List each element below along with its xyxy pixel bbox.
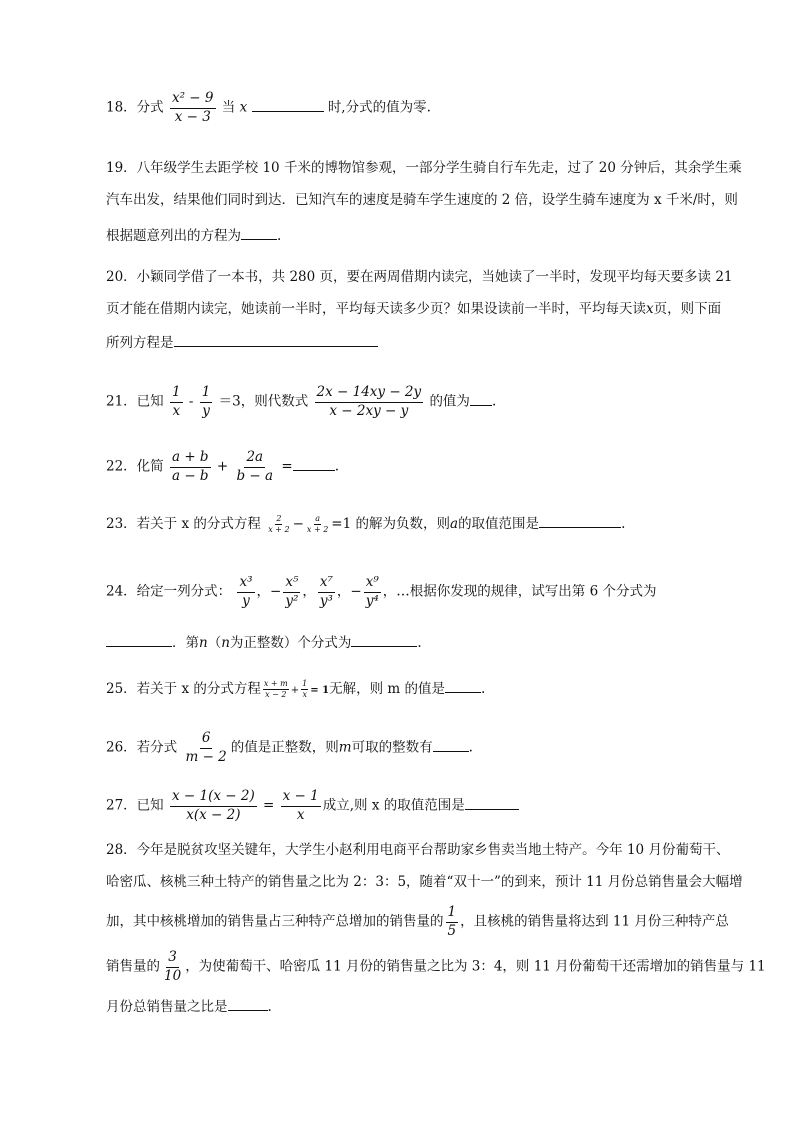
q22-f2-den: b − a: [236, 467, 274, 484]
q24-f4-num: x⁹: [364, 576, 381, 593]
q18-frac-den: x − 3: [174, 108, 211, 125]
q24-line2end: .: [417, 635, 422, 651]
q23-number: 23．若关于: [106, 516, 178, 532]
q27-fraction-1: [170, 790, 257, 822]
q23-f1-den: x + 2: [268, 525, 290, 534]
q27-eq: =: [263, 797, 275, 814]
q28-line3b: ，且核桃的销售量将达到 11 月份三种特产总: [460, 913, 729, 930]
q23-end: .: [621, 516, 626, 532]
q28-line5-end: .: [267, 999, 272, 1015]
q20-answer-blank[interactable]: [174, 334, 378, 347]
q24-line2b: （: [207, 635, 222, 651]
q26-end: .: [468, 739, 473, 756]
q24-fraction-4: [364, 576, 381, 608]
q21-end: .: [491, 393, 497, 410]
q28-line4b: ，为使葡萄干、哈密瓜 11 月份的销售量之比为 3：4，则 11 月份葡萄干还需增加的销售量与 11: [185, 958, 766, 975]
q20-var: x: [646, 301, 654, 317]
q22-number: 22．化简: [106, 458, 164, 475]
q26-answer-blank[interactable]: [433, 739, 469, 752]
q23-f2-num: a: [315, 514, 320, 523]
q18-frac-num: x² − 9: [170, 92, 216, 109]
q25-f2-num: 1: [302, 679, 308, 688]
q24-answer-blank-1[interactable]: [106, 634, 172, 647]
q27-answer-blank[interactable]: [465, 797, 519, 810]
q23-f1-num: 2: [276, 514, 282, 523]
q23-answer-blank[interactable]: [539, 515, 621, 528]
q21-f2-den: y: [202, 402, 210, 419]
q24-f2-num: x⁵: [283, 576, 300, 593]
q24-f1-den: y: [242, 592, 250, 609]
q18-fraction: [170, 92, 216, 124]
q18-answer-blank[interactable]: [252, 99, 324, 112]
q24-sep-2: ，: [302, 583, 316, 600]
q25-fraction-2: [301, 680, 308, 699]
q21-fraction-2: [200, 386, 213, 418]
q24-n-2: n: [221, 635, 230, 651]
q24-f3-den: y³: [319, 592, 333, 609]
q21-f1-num: 1: [170, 386, 183, 403]
q18-var: x: [239, 99, 248, 116]
q25-eq: = 1: [310, 685, 330, 696]
q24-sep-1: ，: [256, 583, 271, 600]
q26-f-num: 6: [200, 732, 213, 749]
q25-f2-den: x: [302, 690, 307, 699]
q25-end: .: [480, 681, 486, 697]
q23-var: x: [181, 516, 190, 532]
q23-minus: −: [292, 516, 304, 532]
q25-number: 25．若关于 x 的分式方程: [106, 681, 261, 697]
q24-answer-blank-2[interactable]: [351, 634, 417, 647]
q27-f1-den: x(x − 2): [186, 806, 241, 823]
q28-line5-text: 月份总销售量之比是: [106, 999, 228, 1015]
q21-f2-num: 1: [200, 386, 213, 403]
q21-fraction-3: [315, 386, 424, 418]
q22-fraction-2: [234, 451, 275, 483]
q21-f3-den: x − 2xy − y: [329, 402, 409, 419]
q24-f4-sign: −: [350, 583, 362, 600]
question-23: [106, 515, 726, 534]
q27-fraction-2: [281, 790, 321, 822]
q20-line1: 20．小颖同学借了一本书，共 280 页，要在两周借期内读完，当她读了一半时，发现平均每天要多读 21: [106, 269, 733, 285]
q27-f2-num: x − 1: [281, 790, 321, 807]
q28-line3a: 加，其中核桃增加的销售量占三种特产总增加的销售量的: [106, 913, 444, 930]
q24-fraction-1: [237, 576, 254, 608]
q22-fraction-1: [170, 451, 211, 483]
question-26: [106, 732, 726, 764]
question-28-line3: [106, 906, 729, 938]
question-22: [106, 451, 726, 483]
q24-f1-num: x³: [237, 576, 254, 593]
q22-eq: =: [281, 458, 293, 475]
q21-f1-den: x: [172, 402, 181, 419]
q26-tail: 的值是正整数，则: [230, 739, 339, 756]
q22-f2-num: 2a: [244, 451, 265, 468]
q20-line3-text: 所列方程是: [106, 335, 174, 351]
q24-fraction-3: [318, 576, 335, 608]
question-24-line2: [106, 634, 422, 651]
question-24: [106, 576, 726, 608]
q24-line2c: 为正整数）个分式为: [229, 635, 352, 651]
q28-f1-num: 1: [446, 906, 459, 923]
q28-answer-blank[interactable]: [228, 998, 268, 1011]
q26-var: m: [338, 739, 352, 756]
q20-line2b: 页，则下面: [653, 301, 722, 317]
q24-tail: ，…根据你发现的规律，试写出第 6 个分式为: [382, 583, 657, 600]
q26-tail2: 可取的整数有: [351, 739, 433, 756]
q24-fraction-2: [283, 576, 300, 608]
q28-line4a: 销售量的: [106, 958, 160, 975]
q22-f1-den: a − b: [171, 467, 209, 484]
q27-f2-den: x: [296, 806, 305, 823]
question-18: [106, 92, 726, 124]
q26-number: 26．若分式: [106, 739, 178, 756]
q27-tail: 成立,则 x 的取值范围是: [322, 797, 465, 814]
q25-f1-den: x − 2: [265, 690, 287, 699]
q18-mid: 当: [221, 99, 236, 116]
q28-fraction-2: [162, 951, 183, 983]
question-20-line3: [106, 334, 378, 351]
q19-answer-blank[interactable]: [241, 227, 277, 240]
q24-n-1: n: [199, 635, 208, 651]
q23-f2-den: x + 2: [306, 525, 329, 534]
q28-line1: 28．今年是脱贫攻坚关键年，大学生小赵利用电商平台帮助家乡售卖当地土特产。今年 10 月份葡萄干、: [106, 842, 730, 858]
q21-eq: ＝3，则代数式: [218, 393, 309, 410]
q28-fraction-1: [446, 906, 459, 938]
q26-f-den: m − 2: [185, 748, 227, 765]
q27-number: 27．已知: [106, 797, 164, 814]
q24-line2a: ．第: [172, 635, 199, 651]
question-27: [106, 790, 726, 822]
q26-fraction: [183, 732, 228, 764]
q23-fraction-1: [267, 515, 290, 534]
q25-fraction-1: [263, 680, 289, 699]
q19-line2: 汽车出发，结果他们同时到达．已知汽车的速度是骑车学生速度的 2 倍，设学生骑车速度为 x 千米/时，则: [106, 192, 738, 208]
question-28-line5: [106, 998, 272, 1015]
q24-f2-sign: −: [270, 583, 282, 600]
q19-line1: 19．八年级学生去距学校 10 千米的博物馆参观，一部分学生骑自行车先走，过了 20 分钟后，其余学生乘: [106, 160, 742, 176]
q24-f4-den: y⁴: [365, 592, 379, 609]
q28-line2: 哈密瓜、核桃三种土特产的销售量之比为 2：3：5，随着“双十一”的到来，预计 11 月份总销售量会大幅增: [106, 874, 743, 890]
q23-mid: 的分式方程: [193, 516, 261, 532]
q18-tail: 时,分式的值为零.: [327, 99, 431, 116]
q24-sep-3: ，: [336, 583, 351, 600]
q23-tail: 的取值范围是: [458, 516, 540, 532]
q25-tail: 无解，则 m 的值是: [329, 681, 445, 697]
q19-line3-end: .: [277, 228, 282, 244]
q25-f1-num: x + m: [263, 679, 288, 688]
q28-f2-den: 10: [164, 967, 182, 984]
q21-minus: -: [188, 393, 194, 410]
question-28-line4: [106, 951, 766, 983]
q28-f2-num: 3: [166, 951, 179, 968]
q22-f1-num: a + b: [170, 451, 211, 468]
q22-plus: +: [216, 458, 229, 475]
q28-f1-den: 5: [447, 922, 457, 939]
q25-plus: +: [290, 685, 300, 696]
question-20-line2: [106, 303, 721, 317]
q21-number: 21．已知: [106, 393, 164, 410]
q24-number: 24．给定一列分式：: [106, 583, 232, 600]
q18-number: 18．分式: [106, 99, 164, 116]
q25-answer-blank[interactable]: [445, 680, 481, 693]
q23-fraction-2: [306, 515, 329, 534]
q20-line2a: 页才能在借期内读完，她读前一半时，平均每天读多少页？如果设读前一半时，平均每天读: [106, 301, 646, 317]
q22-answer-blank[interactable]: [293, 458, 335, 471]
question-25: [106, 680, 726, 699]
q21-answer-blank[interactable]: [470, 393, 492, 406]
q21-f3-num: 2x − 14xy − 2y: [315, 386, 424, 403]
question-21: [106, 386, 726, 418]
q23-eq: =1 的解为负数，则: [331, 516, 450, 532]
q21-tail: 的值为: [429, 393, 470, 410]
question-19-line3: [106, 227, 281, 244]
q21-fraction-1: [170, 386, 183, 418]
q22-end: .: [334, 458, 339, 475]
q24-f2-den: y²: [285, 592, 299, 609]
q27-f1-num: x − 1(x − 2): [170, 790, 257, 807]
q19-line3-text: 根据题意列出的方程为: [106, 228, 241, 244]
q24-f3-num: x⁷: [318, 576, 335, 593]
q23-var2: a: [450, 516, 459, 532]
